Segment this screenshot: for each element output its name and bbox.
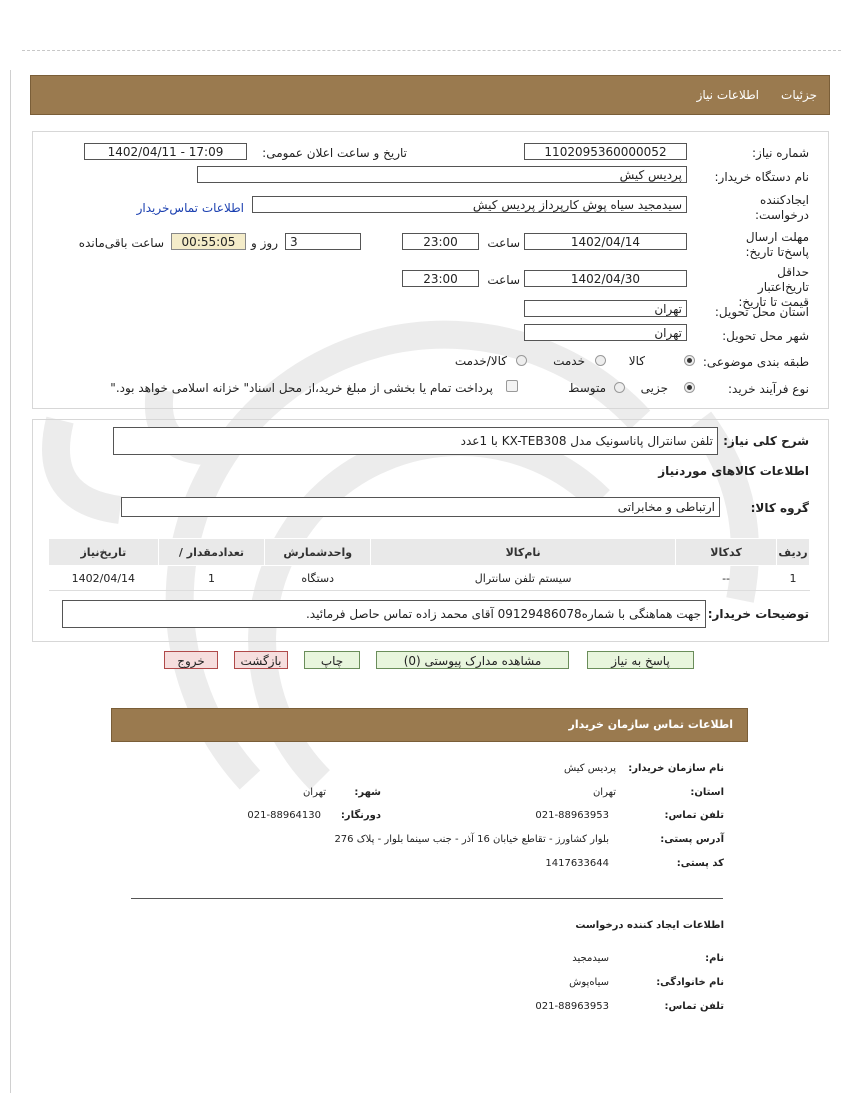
address-label: آدرس پستی: <box>660 834 724 845</box>
buyer-org-field: پردیس کیش <box>197 166 687 183</box>
purchase-minor-radio[interactable] <box>684 382 695 393</box>
group-label: گروه کالا: <box>750 501 809 515</box>
buyer-notes-label: توضیحات خریدار: <box>707 607 809 621</box>
contact-title: اطلاعات تماس سازمان خریدار <box>568 718 733 731</box>
category-service-text: خدمت <box>553 354 585 368</box>
contact-phone-value: 021-88963953 <box>535 810 609 821</box>
exit-button[interactable]: خروج <box>164 651 218 669</box>
need-number-label: شماره نیاز: <box>752 146 809 160</box>
creator-family-label: نام خانوادگی: <box>656 977 724 988</box>
category-goods-radio[interactable] <box>684 355 695 366</box>
table-row <box>49 566 810 591</box>
deadline-label: مهلت ارسال پاسخ‌تا تاریخ: <box>745 230 809 259</box>
need-desc-text: تلفن سانترال پاناسونیک مدل KX-TEB308 با 1عدد <box>460 434 713 448</box>
city-label: شهر محل تحویل: <box>722 329 809 343</box>
days-label: روز و <box>251 236 278 250</box>
th-unit: واحدشمارش <box>265 539 371 566</box>
contact-province-value: تهران <box>592 787 616 798</box>
days-field: 3 <box>285 233 361 250</box>
province-field: تهران <box>524 300 687 317</box>
purchase-medium-radio[interactable] <box>614 382 625 393</box>
th-row: ردیف <box>777 539 810 566</box>
category-label: طبقه بندی موضوعی: <box>702 355 809 369</box>
creator-phone-value: 021-88963953 <box>535 1001 609 1012</box>
cell-unit: دستگاه <box>265 566 371 591</box>
buyer-org-label: نام دستگاه خریدار: <box>714 170 809 184</box>
category-both-radio[interactable] <box>516 355 527 366</box>
min-valid-label: حداقل تاریخ‌اعتبار قیمت تا تاریخ: <box>738 265 809 309</box>
contact-divider <box>131 898 723 899</box>
remaining-timer: 00:55:05 <box>171 233 246 250</box>
postal-label: کد پستی: <box>676 858 724 869</box>
province-label: استان محل تحویل: <box>714 305 809 319</box>
cell-qty: 1 <box>158 566 265 591</box>
contact-title-bar <box>111 708 748 742</box>
deadline-date-field: 1402/04/14 <box>524 233 687 250</box>
contact-province-label: استان: <box>690 787 724 798</box>
creator-label: ایجادکننده درخواست: <box>755 193 809 222</box>
postal-value: 1417633644 <box>545 858 609 869</box>
cell-row: 1 <box>777 566 810 591</box>
goods-title: اطلاعات کالاهای مورد‌نیاز <box>658 464 809 478</box>
goods-table <box>48 538 810 591</box>
org-label: نام سازمان خریدار: <box>628 763 724 774</box>
tab-need-info[interactable]: اطلاعات نیاز <box>696 88 759 102</box>
treasury-payment-text: پرداخت تمام یا بخشی از مبلغ خرید،از محل اسناد" خزانه اسلامی خواهد بود." <box>110 381 493 395</box>
contact-city-label: شهر: <box>354 787 381 798</box>
th-code: کدکالا <box>676 539 777 566</box>
creator-phone-label: تلفن تماس: <box>664 1001 724 1012</box>
min-valid-time-field: 23:00 <box>402 270 479 287</box>
cell-date: 1402/04/14 <box>49 566 159 591</box>
creator-family-value: سیاه‌پوش <box>569 977 609 988</box>
fax-value: 021-88964130 <box>247 810 321 821</box>
need-desc-label: شرح کلی نیاز: <box>723 434 809 448</box>
min-valid-time-label: ساعت <box>487 273 520 287</box>
left-divider <box>10 70 11 1093</box>
purchase-type-label: نوع فرآیند خرید: <box>728 382 809 396</box>
category-goods-text: کالا <box>628 354 645 368</box>
buyer-contact-link[interactable]: اطلاعات تماس‌خریدار <box>136 201 244 215</box>
th-date: تاریخ‌نیاز <box>49 539 159 566</box>
org-value: پردیس کیش <box>564 763 616 774</box>
deadline-time-field: 23:00 <box>402 233 479 250</box>
creator-field: سیدمجید سیاه پوش کارپرداز پردیس کیش <box>252 196 687 213</box>
creator-name-value: سیدمجید <box>572 953 609 964</box>
announce-field: 1402/04/11 - 17:09 <box>84 143 247 160</box>
category-both-text: کالا/خدمت <box>454 354 507 368</box>
treasury-payment-checkbox[interactable] <box>506 380 518 392</box>
min-valid-date-field: 1402/04/30 <box>524 270 687 287</box>
cell-name: سیستم تلفن سانترال <box>371 566 676 591</box>
category-service-radio[interactable] <box>595 355 606 366</box>
tab-details[interactable]: جزئیات <box>781 88 817 102</box>
contact-city-value: تهران <box>302 787 326 798</box>
need-desc-field <box>113 427 718 455</box>
cell-code: -- <box>676 566 777 591</box>
need-number-field: 1102095360000052 <box>524 143 687 160</box>
creator-info-title: اطلاعات ایجاد کننده درخواست <box>575 920 724 931</box>
tabs-bar <box>30 75 830 115</box>
top-divider <box>22 50 841 51</box>
purchase-minor-text: جزیی <box>640 381 668 395</box>
contact-phone-label: تلفن تماس: <box>664 810 724 821</box>
buyer-notes-field: جهت هماهنگی با شماره09129486078 آقای محمد زاده تماس حاصل فرمائید. <box>62 600 706 628</box>
reply-button[interactable]: پاسخ به نیاز <box>587 651 694 669</box>
remaining-label: ساعت باقی‌مانده <box>78 236 164 250</box>
th-qty: تعدادمقدار / <box>158 539 265 566</box>
city-field: تهران <box>524 324 687 341</box>
announce-label: تاریخ و ساعت اعلان عمومی: <box>262 146 407 160</box>
back-button[interactable]: بازگشت <box>234 651 288 669</box>
group-field: ارتباطی و مخابراتی <box>121 497 720 517</box>
th-name: نام‌کالا <box>371 539 676 566</box>
address-value: بلوار کشاورز - تقاطع خیابان 16 آذر - جنب سینما بلوار - پلاک 276 <box>334 834 609 845</box>
attachments-button[interactable]: مشاهده مدارک پیوستی (0) <box>376 651 569 669</box>
print-button[interactable]: چاپ <box>304 651 360 669</box>
creator-name-label: نام: <box>705 953 724 964</box>
fax-label: دورنگار: <box>340 810 381 821</box>
deadline-time-label: ساعت <box>487 236 520 250</box>
purchase-medium-text: متوسط <box>568 381 606 395</box>
